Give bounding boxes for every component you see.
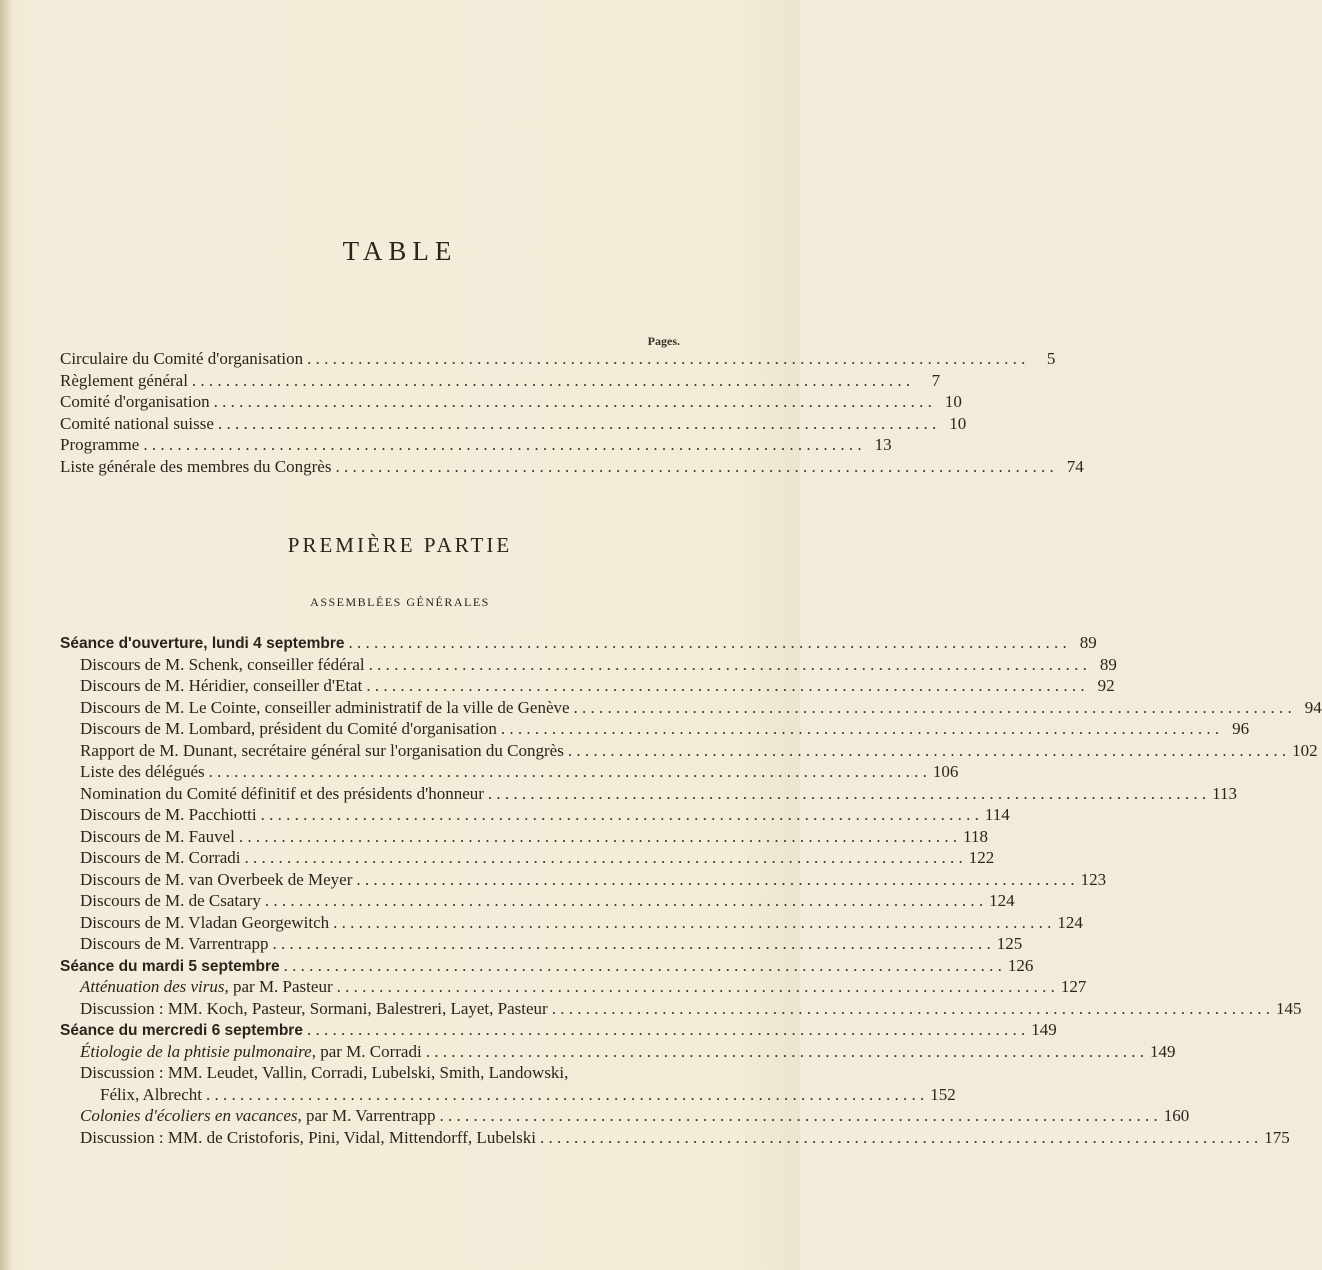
page-number: 175 <box>1264 1127 1290 1147</box>
entry-text: Séance d'ouverture, lundi 4 septembre <box>60 635 345 652</box>
page-number: 106 <box>932 762 959 781</box>
page-number: 89 <box>1099 654 1117 674</box>
entry-text: Liste des délégués <box>80 762 205 781</box>
entry-text: Discours de M. Vladan Georgewitch <box>80 912 330 932</box>
dot-leader <box>143 435 861 455</box>
page-number: 149 <box>1149 1041 1176 1061</box>
entry-text: Programme <box>60 435 140 454</box>
page-number: 145 <box>1275 998 1302 1018</box>
dot-leader <box>214 392 932 412</box>
page-number: 102 <box>1292 740 1318 760</box>
page-number: 125 <box>996 934 1023 953</box>
page-number: 127 <box>1060 977 1087 996</box>
page-number: 149 <box>1031 1020 1057 1039</box>
toc-entry <box>60 891 1015 913</box>
toc-entry <box>60 349 1056 371</box>
entry-text: Séance du mardi 5 septembre <box>60 957 280 975</box>
toc-entry <box>60 848 995 870</box>
dot-leader <box>307 349 1025 369</box>
dot-leader <box>192 371 910 391</box>
toc-entry <box>60 392 962 414</box>
page-title: TABLE <box>342 236 458 266</box>
entry-author: , par M. Varrentrapp <box>297 1106 436 1125</box>
dot-leader <box>426 1042 1144 1062</box>
entry-text: Discours de M. Héridier, conseiller d'Etat <box>80 676 363 695</box>
section-title: ASSEMBLÉES GÉNÉRALES <box>310 595 490 609</box>
entry-title-italic: Étiologie de la phtisie pulmonaire <box>80 1041 312 1061</box>
toc-entry <box>60 1106 1190 1128</box>
intro-toc-list <box>60 349 1084 478</box>
page-number: 123 <box>1080 869 1107 889</box>
toc-entry <box>60 1127 1290 1150</box>
page-number: 5 <box>1046 349 1056 368</box>
page-number: 96 <box>1232 719 1250 738</box>
dot-leader <box>568 741 1286 761</box>
entry-text <box>60 1042 422 1062</box>
dot-leader <box>265 891 983 911</box>
dot-leader <box>440 1106 1158 1126</box>
entry-text: Circulaire du Comité d'organisation <box>60 349 304 368</box>
page-number: 113 <box>1212 783 1238 803</box>
dot-leader <box>356 870 1074 890</box>
toc-entry <box>60 370 941 393</box>
page-binding-shadow <box>0 0 12 1270</box>
dot-leader <box>209 762 927 782</box>
page-number: 114 <box>984 805 1010 824</box>
dot-leader <box>369 655 1087 675</box>
entry-text: Félix, Albrecht <box>100 1084 202 1104</box>
page-number: 13 <box>874 435 892 454</box>
dot-leader <box>218 414 936 434</box>
entry-text: Comité national suisse <box>60 413 214 433</box>
toc-entry <box>60 826 988 849</box>
part-title: PREMIÈRE PARTIE <box>287 533 513 557</box>
toc-entry <box>60 654 1117 677</box>
toc-entry <box>60 435 892 457</box>
toc-entry <box>60 912 1083 935</box>
entry-text: Rapport de M. Dunant, secrétaire général sur l'organisation du Congrès <box>80 740 564 760</box>
dot-leader <box>366 676 1084 696</box>
dot-leader <box>335 457 1053 477</box>
dot-leader <box>574 698 1292 718</box>
toc-session-heading <box>60 955 1034 978</box>
dot-leader <box>552 999 1270 1019</box>
dot-leader <box>540 1128 1258 1148</box>
toc-entry <box>60 456 1084 479</box>
toc-session-heading <box>60 1020 1057 1042</box>
page-number: 152 <box>930 1084 956 1104</box>
toc-entry <box>60 805 1010 827</box>
dot-leader <box>333 913 1051 933</box>
entry-text: Discours de M. de Csatary <box>80 891 261 910</box>
entry-author: , par M. Pasteur <box>224 977 333 996</box>
page-number: 74 <box>1066 456 1084 476</box>
page-number: 124 <box>989 891 1015 910</box>
dot-leader <box>349 633 1067 653</box>
dot-leader <box>273 934 991 954</box>
toc-entry <box>60 977 1087 999</box>
dot-leader <box>307 1020 1025 1040</box>
toc-entry <box>60 1041 1176 1064</box>
toc-entry <box>60 719 1250 741</box>
entry-text: Discours de M. Lombard, président du Comité d'organisation <box>80 719 497 738</box>
entry-text: Séance du mercredi 6 septembre <box>60 1022 303 1039</box>
entry-text: Discours de M. Fauvel <box>80 826 235 846</box>
dot-leader <box>206 1085 924 1105</box>
page-number: 126 <box>1007 955 1034 975</box>
toc-entry <box>60 676 1115 698</box>
dot-leader <box>245 848 963 868</box>
dot-leader <box>284 956 1002 976</box>
entry-text: Discours de M. van Overbeek de Meyer <box>80 869 353 889</box>
page-number: 124 <box>1057 912 1083 932</box>
entry-text: Discours de M. Varrentrapp <box>80 934 269 953</box>
dot-leader <box>261 805 979 825</box>
main-toc-list <box>60 633 1322 1149</box>
entry-text: Comité d'organisation <box>60 392 210 411</box>
page-number: 160 <box>1163 1106 1190 1125</box>
entry-title-italic: Colonies d'écoliers en vacances <box>80 1106 298 1125</box>
entry-text: Règlement général <box>60 370 188 390</box>
toc-session-heading <box>60 633 1097 655</box>
toc-entry <box>60 762 959 784</box>
entry-text: Discussion : MM. de Cristoforis, Pini, Vidal, Mittendorff, Lubelski <box>80 1127 536 1147</box>
entry-title-italic: Atténuation des virus <box>80 977 225 996</box>
page-number: 89 <box>1079 633 1097 652</box>
entry-text: Liste générale des membres du Congrès <box>60 456 332 476</box>
entry-text: Nomination du Comité définitif et des présidents d'honneur <box>80 783 484 803</box>
entry-text: Discours de M. Le Cointe, conseiller administratif de la ville de Genève <box>80 697 570 717</box>
toc-entry <box>60 697 1322 720</box>
entry-text <box>60 1106 436 1126</box>
entry-text: Discussion : MM. Koch, Pasteur, Sormani, Balestreri, Layet, Pasteur <box>80 998 548 1018</box>
entry-text: Discours de M. Corradi <box>80 848 241 867</box>
entry-text <box>60 977 333 997</box>
page-number: 118 <box>963 826 988 846</box>
toc-entry <box>60 740 1318 763</box>
dot-leader <box>239 827 957 847</box>
entry-text: Discussion : MM. Leudet, Vallin, Corradi, Lubelski, Smith, Landowski, <box>80 1063 569 1082</box>
toc-entry <box>60 869 1107 892</box>
dot-leader <box>337 977 1055 997</box>
entry-author: , par M. Corradi <box>311 1041 422 1061</box>
toc-entry <box>60 1063 682 1085</box>
toc-entry <box>60 783 1238 806</box>
dot-leader <box>488 784 1206 804</box>
pages-column-label: Pages. <box>647 334 680 348</box>
toc-entry <box>60 934 1023 956</box>
toc-entry-continuation <box>60 1084 956 1107</box>
page-number: 10 <box>944 392 962 411</box>
page-number: 10 <box>949 413 967 433</box>
dot-leader <box>501 719 1219 739</box>
page-number: 92 <box>1097 676 1115 695</box>
toc-entry <box>60 998 1302 1021</box>
toc-entry <box>60 413 967 436</box>
page-number: 94 <box>1304 697 1322 717</box>
entry-text: Discours de M. Pacchiotti <box>80 805 257 824</box>
entry-text: Discours de M. Schenk, conseiller fédéral <box>80 654 365 674</box>
page-number: 122 <box>968 848 995 867</box>
page-number: 7 <box>931 370 941 390</box>
